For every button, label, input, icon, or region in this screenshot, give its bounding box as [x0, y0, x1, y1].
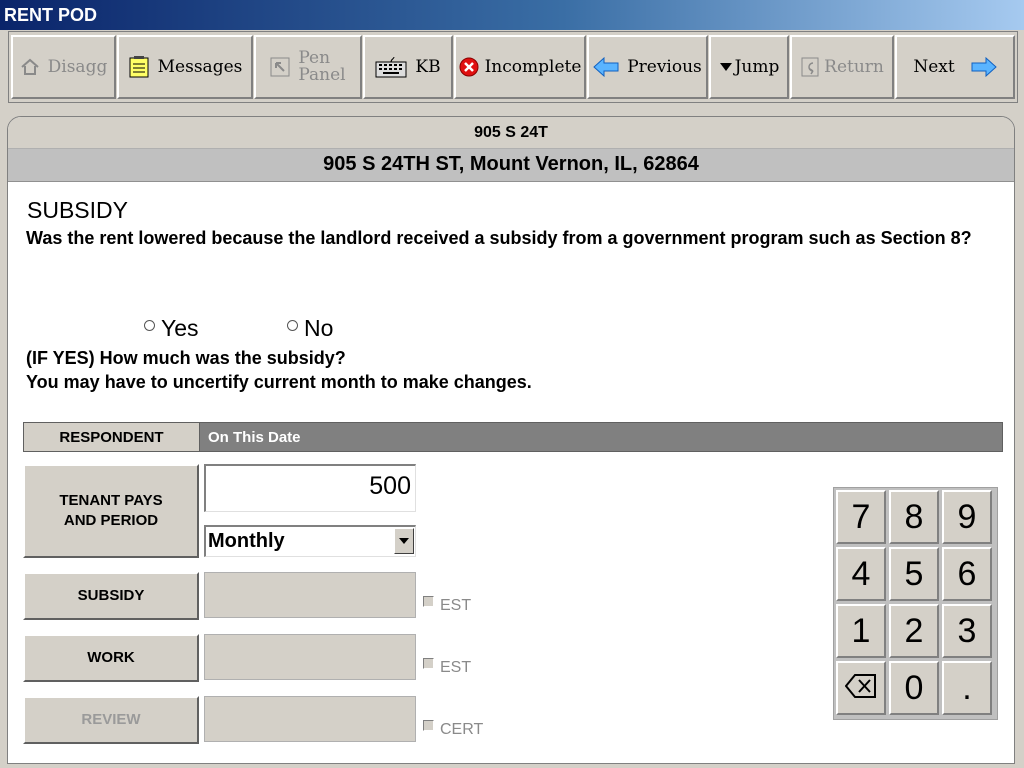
backspace-key[interactable] [836, 661, 886, 715]
kb-button[interactable] [363, 35, 453, 99]
jump-label: Jump [734, 57, 780, 77]
return-label: Return [824, 57, 884, 77]
work-est-box[interactable] [423, 658, 434, 669]
key-6[interactable]: 6 [942, 547, 992, 601]
work-est-label: EST [440, 659, 472, 676]
review-button[interactable] [23, 696, 199, 744]
cert-label: CERT [440, 721, 484, 738]
work-input[interactable] [204, 634, 416, 680]
respondent-label: RESPONDENT [24, 423, 200, 451]
disagg-button[interactable] [11, 35, 116, 99]
key-4[interactable]: 4 [836, 547, 886, 601]
question-title: SUBSIDY [27, 197, 128, 223]
cert-checkbox[interactable] [423, 720, 483, 739]
key-7[interactable]: 7 [836, 490, 886, 544]
numeric-keypad [833, 487, 998, 720]
previous-label: Previous [627, 57, 702, 77]
short-address-header: 905 S 24T [8, 117, 1014, 149]
radio-yes-circle[interactable] [144, 320, 155, 331]
review-input[interactable] [204, 696, 416, 742]
keyboard-icon [375, 56, 407, 78]
key-9[interactable]: 9 [942, 490, 992, 544]
error-x-icon [459, 57, 479, 77]
return-icon [800, 56, 820, 78]
arrow-right-icon [971, 57, 997, 77]
period-value: Monthly [208, 530, 285, 552]
cert-box[interactable] [423, 720, 434, 731]
subsidy-est-checkbox[interactable] [423, 596, 471, 615]
backspace-icon [845, 669, 877, 708]
amount-input[interactable]: 500 [204, 464, 416, 512]
review-label: REVIEW [81, 711, 141, 728]
incomplete-label: Incomplete [484, 57, 582, 77]
subsidy-label: SUBSIDY [77, 587, 145, 604]
previous-button[interactable] [587, 35, 708, 99]
key-0[interactable]: 0 [889, 661, 939, 715]
key-8[interactable]: 8 [889, 490, 939, 544]
full-address-header: 905 S 24TH ST, Mount Vernon, IL, 62864 [8, 149, 1014, 182]
pen-panel-label-line1: Pen [298, 48, 331, 68]
arrow-left-icon [593, 57, 619, 77]
return-button[interactable] [790, 35, 894, 99]
radio-no[interactable] [287, 315, 333, 342]
question-text: Was the rent lowered because the landlord received a subsidy from a government program such as Section 8? [26, 228, 972, 248]
pen-panel-label [298, 50, 345, 84]
tenant-pays-line2: AND PERIOD [63, 512, 159, 529]
followup-text [26, 346, 532, 394]
key-dot[interactable]: . [942, 661, 992, 715]
work-button[interactable] [23, 634, 199, 682]
subsidy-est-box[interactable] [423, 596, 434, 607]
subsidy-est-label: EST [440, 597, 472, 614]
radio-no-label: No [304, 315, 334, 341]
messages-label: Messages [157, 57, 243, 77]
arrow-cursor-icon [270, 57, 290, 77]
tenant-pays-line1: TENANT PAYS [59, 492, 163, 509]
radio-yes-label: Yes [161, 315, 199, 341]
triangle-down-icon [719, 62, 733, 72]
main-panel [7, 116, 1015, 764]
key-5[interactable]: 5 [889, 547, 939, 601]
disagg-label: Disagg [47, 57, 108, 77]
subsidy-input[interactable] [204, 572, 416, 618]
tenant-pays-label [59, 491, 162, 531]
subsidy-button[interactable] [23, 572, 199, 620]
incomplete-button[interactable] [454, 35, 586, 99]
toolbar [8, 31, 1018, 103]
key-3[interactable]: 3 [942, 604, 992, 658]
key-2[interactable]: 2 [889, 604, 939, 658]
messages-button[interactable] [117, 35, 253, 99]
work-label: WORK [87, 649, 135, 666]
followup-line1: (IF YES) How much was the subsidy? [26, 348, 346, 368]
radio-yes[interactable] [144, 315, 199, 342]
next-label: Next [913, 57, 955, 77]
respondent-bar [23, 422, 1003, 452]
house-icon [20, 57, 40, 77]
window-title: RENT POD [4, 5, 98, 25]
notepad-icon [128, 55, 150, 79]
period-select[interactable] [204, 525, 416, 557]
key-1[interactable]: 1 [836, 604, 886, 658]
window-title-bar [0, 0, 1024, 30]
next-button[interactable] [895, 35, 1015, 99]
pen-panel-label-line2: Panel [298, 65, 346, 85]
tenant-pays-button[interactable] [23, 464, 199, 558]
followup-line2: You may have to uncertify current month to make changes. [26, 372, 532, 392]
kb-label: KB [415, 57, 441, 77]
radio-no-circle[interactable] [287, 320, 298, 331]
on-this-date-label: On This Date [208, 429, 301, 446]
dropdown-arrow-icon[interactable] [394, 528, 414, 554]
pen-panel-button[interactable] [254, 35, 362, 99]
work-est-checkbox[interactable] [423, 658, 471, 677]
jump-button[interactable] [709, 35, 789, 99]
